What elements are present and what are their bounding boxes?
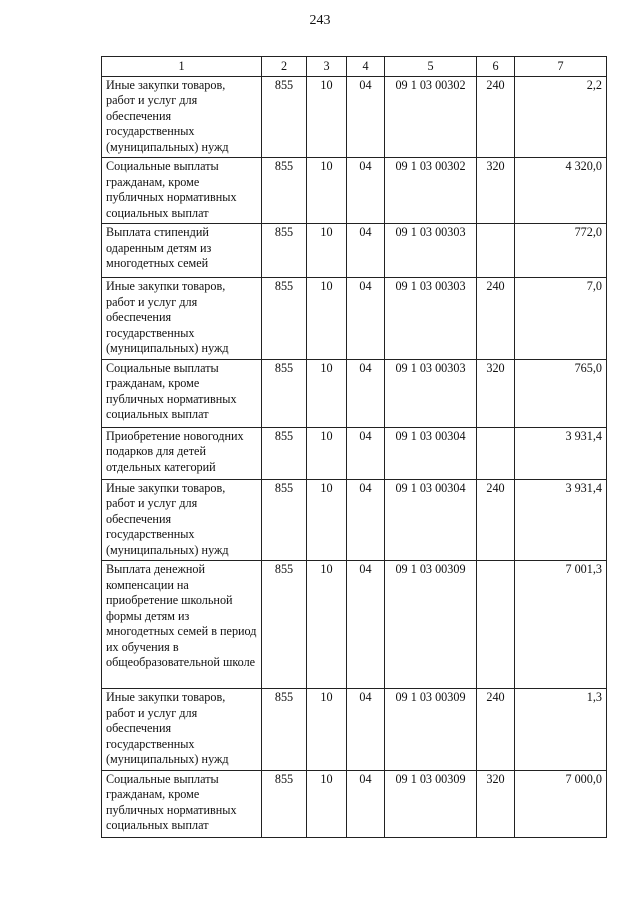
column-header: 1 <box>102 57 262 77</box>
ministry-code-cell: 855 <box>262 76 307 158</box>
expense-name-cell: Приобретение новогодних подарков для детей отдельных категорий <box>102 427 262 479</box>
expense-name-cell: Выплата денежной компенсации на приобретение школьной формы детям из многодетных семей в период их обучения в общеобразовательной школе <box>102 561 262 689</box>
amount-cell: 7 001,3 <box>515 561 607 689</box>
subsection-code-cell: 04 <box>347 359 385 427</box>
amount-cell: 2,2 <box>515 76 607 158</box>
subsection-code-cell: 04 <box>347 689 385 771</box>
table-row <box>102 427 607 479</box>
expense-type-cell <box>477 427 515 479</box>
ministry-code-cell: 855 <box>262 689 307 771</box>
expense-type-cell: 320 <box>477 158 515 224</box>
ministry-code-cell: 855 <box>262 561 307 689</box>
ministry-code-cell: 855 <box>262 359 307 427</box>
subsection-code-cell: 04 <box>347 561 385 689</box>
budget-table <box>101 56 607 838</box>
ministry-code-cell: 855 <box>262 224 307 278</box>
table-row <box>102 770 607 837</box>
target-article-cell: 09 1 03 00309 <box>385 770 477 837</box>
section-code-cell: 10 <box>307 278 347 360</box>
table-row <box>102 561 607 689</box>
table-row <box>102 76 607 158</box>
section-code-cell: 10 <box>307 689 347 771</box>
target-article-cell: 09 1 03 00304 <box>385 479 477 561</box>
ministry-code-cell: 855 <box>262 770 307 837</box>
table-row <box>102 158 607 224</box>
table-row <box>102 224 607 278</box>
table-body <box>102 76 607 837</box>
table-row <box>102 359 607 427</box>
amount-cell: 772,0 <box>515 224 607 278</box>
page-number: 243 <box>309 13 331 28</box>
table-row <box>102 479 607 561</box>
column-header: 6 <box>477 57 515 77</box>
expense-type-cell: 240 <box>477 689 515 771</box>
ministry-code-cell: 855 <box>262 158 307 224</box>
header-row <box>102 57 607 77</box>
target-article-cell: 09 1 03 00302 <box>385 76 477 158</box>
target-article-cell: 09 1 03 00309 <box>385 561 477 689</box>
amount-cell: 3 931,4 <box>515 479 607 561</box>
section-code-cell: 10 <box>307 158 347 224</box>
subsection-code-cell: 04 <box>347 76 385 158</box>
target-article-cell: 09 1 03 00304 <box>385 427 477 479</box>
expense-name-cell: Иные закупки товаров, работ и услуг для обеспечения государственных (муниципальных) нужд <box>102 76 262 158</box>
subsection-code-cell: 04 <box>347 158 385 224</box>
column-header: 5 <box>385 57 477 77</box>
ministry-code-cell: 855 <box>262 479 307 561</box>
section-code-cell: 10 <box>307 224 347 278</box>
expense-name-cell: Иные закупки товаров, работ и услуг для обеспечения государственных (муниципальных) нужд <box>102 278 262 360</box>
subsection-code-cell: 04 <box>347 479 385 561</box>
expense-type-cell: 240 <box>477 76 515 158</box>
expense-type-cell: 320 <box>477 770 515 837</box>
expense-name-cell: Социальные выплаты гражданам, кроме публичных нормативных социальных выплат <box>102 158 262 224</box>
amount-cell: 1,3 <box>515 689 607 771</box>
expense-name-cell: Социальные выплаты гражданам, кроме публичных нормативных социальных выплат <box>102 770 262 837</box>
section-code-cell: 10 <box>307 427 347 479</box>
subsection-code-cell: 04 <box>347 224 385 278</box>
expense-type-cell <box>477 224 515 278</box>
section-code-cell: 10 <box>307 561 347 689</box>
table-row <box>102 689 607 771</box>
expense-type-cell <box>477 561 515 689</box>
subsection-code-cell: 04 <box>347 770 385 837</box>
column-header: 3 <box>307 57 347 77</box>
ministry-code-cell: 855 <box>262 427 307 479</box>
section-code-cell: 10 <box>307 479 347 561</box>
column-header: 2 <box>262 57 307 77</box>
amount-cell: 4 320,0 <box>515 158 607 224</box>
expense-type-cell: 240 <box>477 479 515 561</box>
column-header: 7 <box>515 57 607 77</box>
amount-cell: 7,0 <box>515 278 607 360</box>
amount-cell: 7 000,0 <box>515 770 607 837</box>
expense-name-cell: Социальные выплаты гражданам, кроме публичных нормативных социальных выплат <box>102 359 262 427</box>
subsection-code-cell: 04 <box>347 427 385 479</box>
section-code-cell: 10 <box>307 770 347 837</box>
expense-name-cell: Иные закупки товаров, работ и услуг для обеспечения государственных (муниципальных) нужд <box>102 689 262 771</box>
table-row <box>102 278 607 360</box>
expense-type-cell: 240 <box>477 278 515 360</box>
section-code-cell: 10 <box>307 359 347 427</box>
target-article-cell: 09 1 03 00309 <box>385 689 477 771</box>
amount-cell: 765,0 <box>515 359 607 427</box>
expense-name-cell: Иные закупки товаров, работ и услуг для обеспечения государственных (муниципальных) нужд <box>102 479 262 561</box>
target-article-cell: 09 1 03 00303 <box>385 359 477 427</box>
column-header: 4 <box>347 57 385 77</box>
amount-cell: 3 931,4 <box>515 427 607 479</box>
target-article-cell: 09 1 03 00303 <box>385 224 477 278</box>
target-article-cell: 09 1 03 00302 <box>385 158 477 224</box>
section-code-cell: 10 <box>307 76 347 158</box>
subsection-code-cell: 04 <box>347 278 385 360</box>
ministry-code-cell: 855 <box>262 278 307 360</box>
expense-type-cell: 320 <box>477 359 515 427</box>
expense-name-cell: Выплата стипендий одаренным детям из многодетных семей <box>102 224 262 278</box>
target-article-cell: 09 1 03 00303 <box>385 278 477 360</box>
